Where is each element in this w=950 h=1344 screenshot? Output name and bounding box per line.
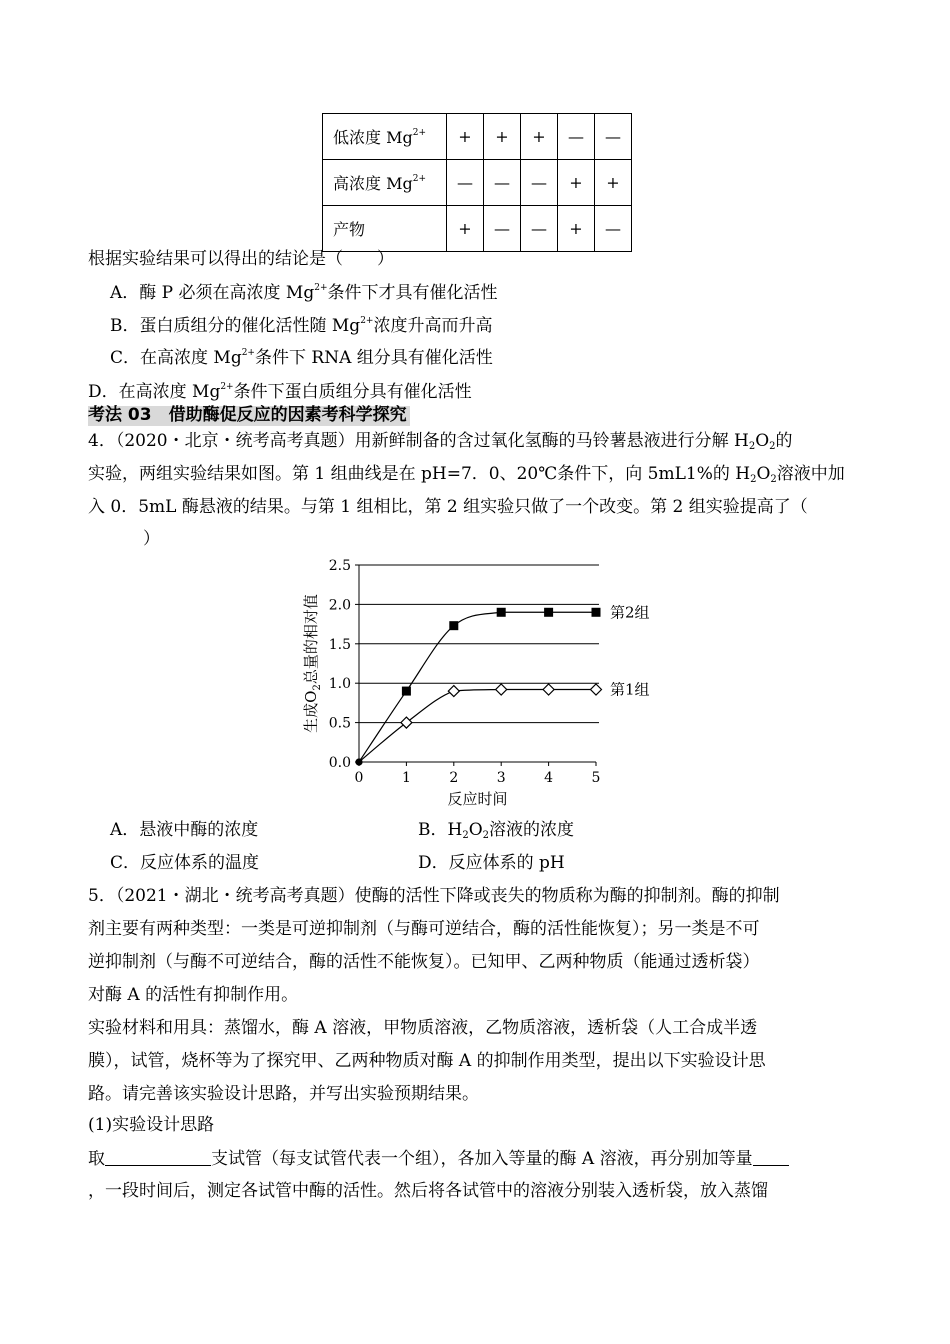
data-point-diamond: [543, 684, 554, 695]
table-row: [323, 206, 632, 252]
x-axis-label: 反应时间: [447, 790, 508, 808]
table-row: [323, 160, 632, 206]
answer-blank-2[interactable]: [753, 1151, 789, 1166]
origin-point: [356, 759, 363, 766]
mg-table: [322, 113, 632, 252]
table-cell: —: [595, 114, 632, 160]
data-point-diamond: [448, 686, 459, 697]
table-cell: +: [521, 114, 558, 160]
y-axis-label-part: 2: [312, 684, 323, 691]
q5-line-3: 逆抑制剂（与酶不可逆结合，酶的活性不能恢复）。已知甲、乙两种物质（能通过透析袋）: [88, 952, 760, 972]
table-row: [323, 114, 632, 160]
x-tick-label: 5: [591, 770, 601, 786]
q4-line-3: 入 0．5mL 酶悬液的结果。与第 1 组相比，第 2 组实验只做了一个改变。第 2 组实验提高了（: [88, 497, 808, 517]
y-axis-label-part: 总量的相对值: [302, 594, 320, 685]
data-point-square: [402, 687, 411, 696]
q5-line-2: 剂主要有两种类型：一类是可逆抑制剂（与酶可逆结合，酶的活性能恢复）；另一类是不可: [88, 919, 760, 939]
q5-fill-line: 取 支试管（每支试管代表一个组），各加入等量的酶 A 溶液，再分别加等量: [88, 1151, 789, 1168]
table-cell: —: [484, 160, 521, 206]
table-cell: —: [484, 206, 521, 252]
q5-line-6: 膜），试管，烧杯等为了探究甲、乙两种物质对酶 A 的抑制作用类型，提出以下实验设计思: [88, 1051, 766, 1071]
q4-option-d: D．反应体系的 pH: [418, 853, 565, 873]
q5-last-line: ，一段时间后，测定各试管中酶的活性。然后将各试管中的溶液分别装入透析袋，放入蒸馏: [88, 1181, 768, 1201]
answer-blank-1[interactable]: [105, 1151, 211, 1166]
y-axis-label-part: 生成O: [302, 690, 320, 733]
data-point-square: [449, 621, 458, 630]
y-tick-label: 0.0: [328, 755, 351, 771]
q3-option-b: B．蛋白质组分的催化活性随 $Mg^{2+}$浓度升高而升高: [110, 316, 493, 336]
o2-line-chart: [296, 555, 676, 808]
y-tick-label: 2.5: [328, 558, 351, 574]
q4-line-4: ）: [143, 529, 160, 549]
table-cell: —: [521, 206, 558, 252]
data-point-diamond: [496, 684, 507, 695]
y-tick-label: 1.0: [328, 676, 351, 693]
table-cell: +: [558, 160, 595, 206]
series-label: 第2组: [610, 603, 650, 622]
data-point-square: [592, 608, 601, 617]
row-label: 高浓度 $Mg^{2+}$: [323, 160, 447, 206]
table-cell: +: [447, 114, 484, 160]
y-tick-label: 2.0: [328, 597, 351, 614]
q3-option-c: C．在高浓度 $Mg^{2+}$条件下 RNA 组分具有催化活性: [110, 348, 493, 368]
series-line: [359, 612, 596, 762]
q3-option-a: A．酶 P 必须在高浓度 $Mg^{2+}$条件下才具有催化活性: [110, 283, 498, 303]
x-tick-label: 1: [401, 770, 411, 786]
q4-line-1: 4．（2020・北京・统考高考真题）用新鲜制备的含过氧化氢酶的马铃薯悬液进行分解 $H_2O_2$的: [88, 431, 793, 452]
table-cell: —: [521, 160, 558, 206]
series-label: 第1组: [610, 680, 650, 699]
data-point-square: [544, 608, 553, 617]
q5-line-5: 实验材料和用具：蒸馏水，酶 A 溶液，甲物质溶液，乙物质溶液，透析袋（人工合成半透: [88, 1018, 758, 1038]
table-cell: —: [447, 160, 484, 206]
series-line: [359, 690, 596, 762]
y-tick-label: 1.5: [328, 636, 351, 653]
row-label: 低浓度 $Mg^{2+}$: [323, 114, 447, 160]
q3-option-d: D．在高浓度 $Mg^{2+}$条件下蛋白质组分具有催化活性: [88, 382, 472, 402]
x-tick-label: 4: [544, 770, 554, 786]
table-cell: +: [447, 206, 484, 252]
y-tick-label: 0.5: [328, 715, 351, 732]
table-cell: —: [595, 206, 632, 252]
q4-option-c: C．反应体系的温度: [110, 853, 260, 873]
table-cell: +: [484, 114, 521, 160]
q5-line-1: 5．（2021・湖北・统考高考真题）使酶的活性下降或丧失的物质称为酶的抑制剂。酶的抑制: [88, 886, 780, 906]
data-point-diamond: [401, 717, 412, 728]
q4-line-2: 实验，两组实验结果如图。第 1 组曲线是在 pH=7．0、20℃条件下，向 5mL1%的 $H_2O_2$溶液中加: [88, 464, 845, 485]
y-axis-label: [302, 594, 323, 733]
q4-option-a: A．悬液中酶的浓度: [110, 820, 259, 840]
q5-line-8: (1)实验设计思路: [88, 1115, 215, 1135]
x-tick-label: 2: [449, 770, 459, 786]
q5-line-7: 路。请完善该实验设计思路，并写出实验预期结果。: [88, 1084, 479, 1104]
data-point-diamond: [591, 684, 602, 695]
q4-option-b: B．$H_2O_2$溶液的浓度: [418, 820, 575, 841]
q3-stem: 根据实验结果可以得出的结论是（ ）: [88, 249, 394, 269]
row-label: 产物: [323, 206, 447, 252]
q5-line-4: 对酶 A 的活性有抑制作用。: [88, 985, 299, 1005]
table-cell: +: [595, 160, 632, 206]
section-heading: 考法 03 借助酶促反应的因素考科学探究: [88, 406, 410, 426]
x-tick-label: 3: [496, 770, 506, 786]
table-cell: +: [558, 206, 595, 252]
table-cell: —: [558, 114, 595, 160]
x-tick-label: 0: [354, 770, 364, 786]
data-point-square: [497, 608, 506, 617]
